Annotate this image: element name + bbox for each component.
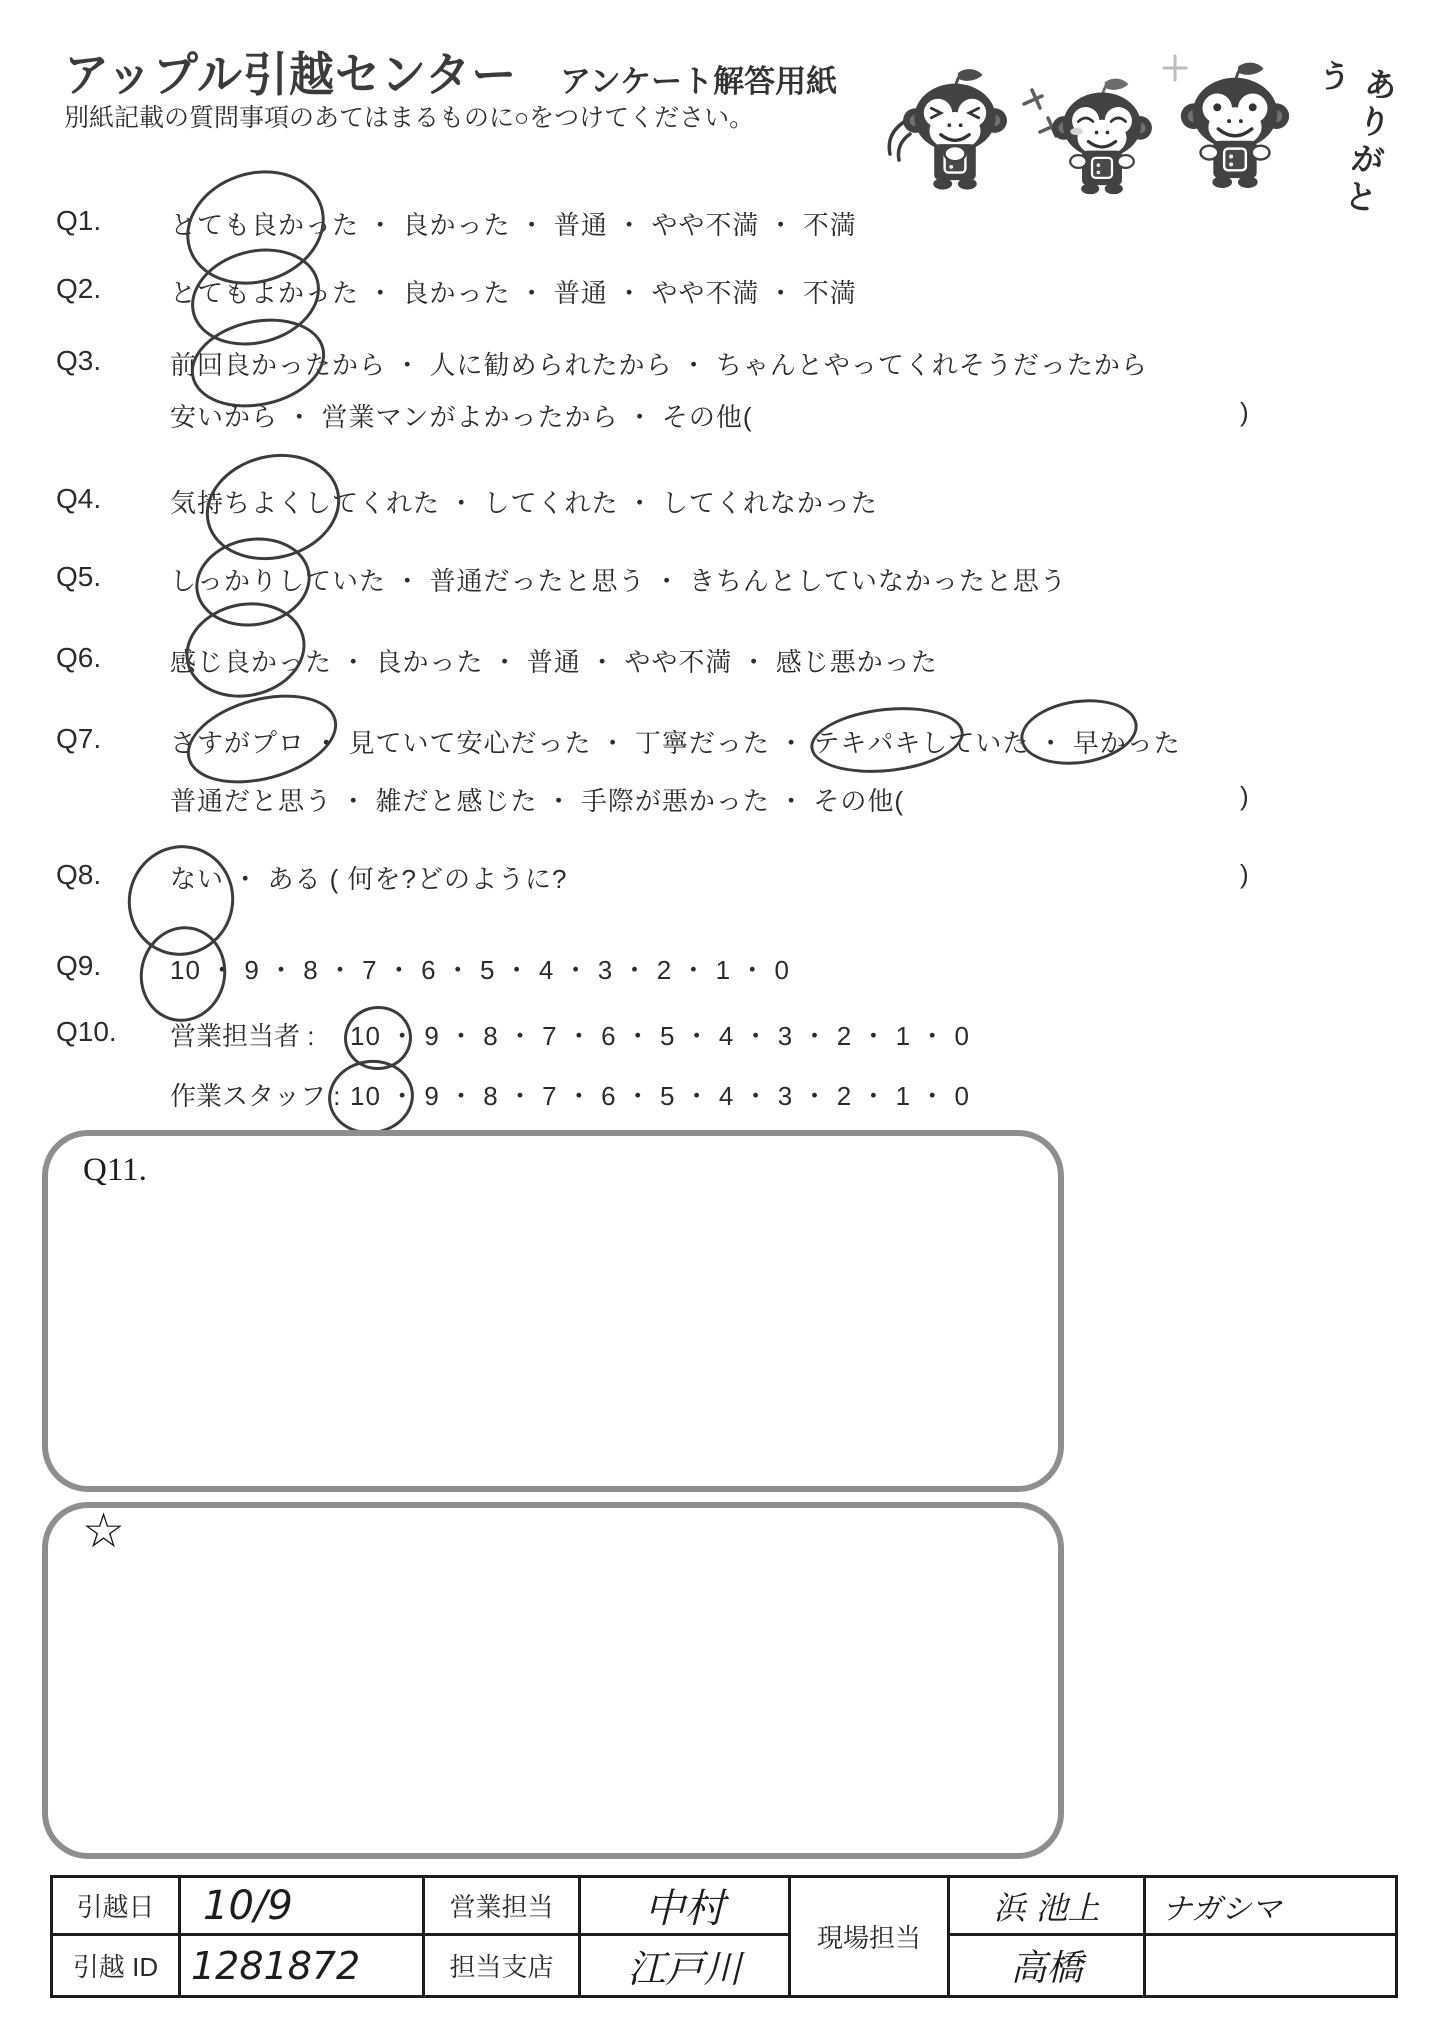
question-q9-number: Q9. — [56, 950, 102, 981]
question-q9-scale: 10 ・ 9 ・ 8 ・ 7 ・ 6 ・ 5 ・ 4 ・ 3 ・ 2 ・ 1 ・ 0 — [170, 955, 790, 985]
answer-circle-q10-staff — [323, 1054, 418, 1139]
star-comment-box — [42, 1502, 1064, 1859]
monkey-mascot-icon — [903, 68, 1007, 192]
q11-label: Q11. — [83, 1152, 147, 1188]
q11-comment-box — [42, 1130, 1064, 1492]
sales-rep-value: 中村 — [581, 1878, 791, 1936]
question-q8-options: ない ・ ある ( 何を?どのように? — [170, 864, 568, 894]
question-q6-options: 感じ良かった ・ 良かった ・ 普通 ・ やや不満 ・ 感じ悪かった — [170, 647, 938, 677]
monkey-mascot-icon — [1178, 62, 1292, 190]
question-q4-number: Q4. — [56, 483, 102, 514]
question-q10-number: Q10. — [56, 1016, 117, 1047]
question-q2-number: Q2. — [56, 273, 102, 304]
question-q10-row2-label: 作業スタッフ : — [170, 1081, 341, 1111]
question-q7-options-line1: さすがプロ ・ 見ていて安心だった ・ 丁寧だった ・ テキパキしていた ・ 早かった — [170, 728, 1181, 758]
site-crew-value-3: 高橋 — [950, 1936, 1146, 1998]
question-q10-row2-scale: 10 ・ 9 ・ 8 ・ 7 ・ 6 ・ 5 ・ 4 ・ 3 ・ 2 ・ 1 ・ 0 — [350, 1081, 970, 1111]
answer-circle-q7-b — [807, 700, 967, 780]
question-q3-options-line1: 前回良かったから ・ 人に勧められたから ・ ちゃんとやってくれそうだったから — [170, 350, 1148, 380]
sales-rep-label: 営業担当 — [425, 1878, 581, 1936]
brand-logo: アップル引越センター — [64, 47, 518, 102]
site-crew-value-1: 浜 池上 — [950, 1878, 1146, 1936]
question-q5-options: しっかりしていた ・ 普通だったと思う ・ きちんとしていなかったと思う — [170, 566, 1067, 596]
site-crew-label: 現場担当 — [791, 1878, 950, 1998]
branch-value: 江戸川 — [581, 1936, 791, 1998]
question-q7-line2 — [170, 781, 904, 818]
question-q10-row1 — [56, 1016, 970, 1053]
form-title: アンケート解答用紙 — [560, 64, 838, 99]
question-q1-number: Q1. — [56, 205, 102, 236]
question-q2 — [56, 273, 857, 310]
move-date-value: 10/9 — [181, 1878, 425, 1936]
question-q1 — [56, 205, 857, 242]
move-id-label: 引越 ID — [53, 1936, 181, 1998]
question-q10-row1-label: 営業担当者 : — [170, 1021, 315, 1051]
monkey-mascot-icon — [1052, 78, 1152, 196]
question-q7-close-paren: ) — [1240, 781, 1249, 811]
question-q10-row1-scale: 10 ・ 9 ・ 8 ・ 7 ・ 6 ・ 5 ・ 4 ・ 3 ・ 2 ・ 1 ・ 0 — [350, 1021, 970, 1051]
star-icon: ☆ — [82, 1505, 126, 1558]
question-q6-number: Q6. — [56, 642, 102, 673]
question-q3-number: Q3. — [56, 345, 102, 376]
move-id-value: 1281872 — [181, 1936, 425, 1998]
thanks-note: ありがとう — [1309, 55, 1402, 221]
question-q7-number: Q7. — [56, 723, 102, 754]
site-crew-value-2: ナガシマ — [1146, 1878, 1398, 1936]
question-q3-options-line2: 安いから ・ 営業マンがよかったから ・ その他( — [170, 402, 753, 432]
question-q3-close-paren: ) — [1240, 397, 1249, 427]
question-q10-row2 — [170, 1076, 970, 1113]
branch-label: 担当支店 — [425, 1936, 581, 1998]
move-date-label: 引越日 — [53, 1878, 181, 1936]
site-crew-value-4 — [1146, 1936, 1398, 1998]
question-q7-options-line2: 普通だと思う ・ 雑だと感じた ・ 手際が悪かった ・ その他( — [170, 786, 905, 816]
instruction-text: 別紙記載の質問事項のあてはまるものに○をつけてください。 — [64, 104, 755, 132]
question-q1-options: とても良かった ・ 良かった ・ 普通 ・ やや不満 ・ 不満 — [170, 210, 857, 240]
question-q4-options: 気持ちよくしてくれた ・ してくれた ・ してくれなかった — [170, 488, 878, 518]
question-q2-options: とてもよかった ・ 良かった ・ 普通 ・ やや不満 ・ 不満 — [170, 278, 857, 308]
question-q8-close-paren: ) — [1240, 859, 1249, 889]
question-q5-number: Q5. — [56, 561, 102, 592]
question-q8-number: Q8. — [56, 859, 102, 890]
question-q4 — [56, 483, 878, 520]
footer-info-table — [50, 1875, 1398, 1998]
